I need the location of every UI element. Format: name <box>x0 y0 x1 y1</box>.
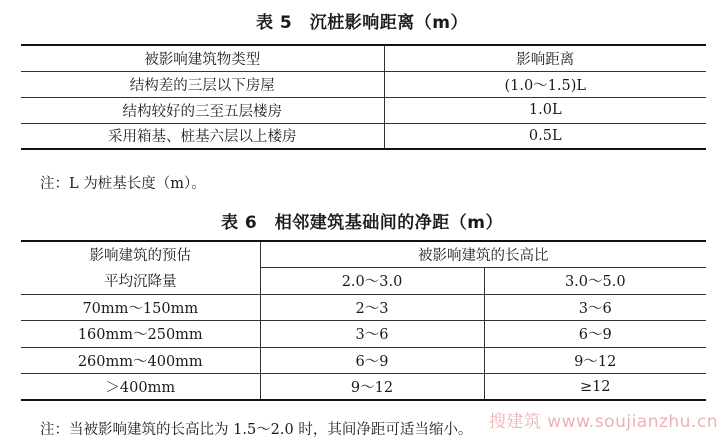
table-header-row <box>21 241 706 268</box>
table-cell: 采用箱基、桩基六层以上楼房 <box>21 123 384 149</box>
table6-title: 表 6 相邻建筑基础间的净距（m） <box>221 213 503 233</box>
table5-note: 注：L 为桩基长度（m）。 <box>40 176 206 192</box>
table-header-row <box>21 45 706 71</box>
site-watermark: 搜建筑 www.soujianzhu.cn <box>488 412 718 432</box>
table6-note: 注：当被影响建筑的长高比为 1.5～2.0 时，其间净距可适当缩小。 <box>40 422 473 438</box>
table-cell: 160mm～250mm <box>21 321 260 348</box>
table-row <box>21 123 706 149</box>
table-row <box>21 374 706 401</box>
column-group-header: 被影响建筑的长高比 <box>260 241 706 268</box>
table-cell: (1.0～1.5)L <box>384 71 706 97</box>
column-header: 被影响建筑物类型 <box>21 45 384 71</box>
table-cell: 2～3 <box>260 294 484 321</box>
pile-influence-distance-table <box>21 44 706 150</box>
table-row <box>21 294 706 321</box>
table-row <box>21 347 706 374</box>
table-row <box>21 71 706 97</box>
table-cell: 0.5L <box>384 123 706 149</box>
table-cell: ＞400mm <box>21 374 260 401</box>
table-cell: 6～9 <box>484 321 706 348</box>
table5-title: 表 5 沉桩影响距离（m） <box>256 13 468 33</box>
table-cell: 6～9 <box>260 347 484 374</box>
table-cell: 结构差的三层以下房屋 <box>21 71 384 97</box>
table-cell: 结构较好的三至五层楼房 <box>21 97 384 123</box>
row-header-line1: 影响建筑的预估 <box>21 241 260 268</box>
table-cell: ≥12 <box>484 374 706 401</box>
column-header: 影响距离 <box>384 45 706 71</box>
column-subheader: 2.0～3.0 <box>260 268 484 295</box>
table-cell: 9～12 <box>484 347 706 374</box>
table-cell: 3～6 <box>484 294 706 321</box>
column-subheader: 3.0～5.0 <box>484 268 706 295</box>
table-cell: 3～6 <box>260 321 484 348</box>
table-cell: 70mm～150mm <box>21 294 260 321</box>
table-row <box>21 321 706 348</box>
row-header-line2: 平均沉降量 <box>21 268 260 295</box>
table-subheader-row <box>21 268 706 295</box>
table-cell: 1.0L <box>384 97 706 123</box>
foundation-clearance-table <box>21 240 706 401</box>
table-cell: 260mm～400mm <box>21 347 260 374</box>
table-row <box>21 97 706 123</box>
table-cell: 9～12 <box>260 374 484 401</box>
